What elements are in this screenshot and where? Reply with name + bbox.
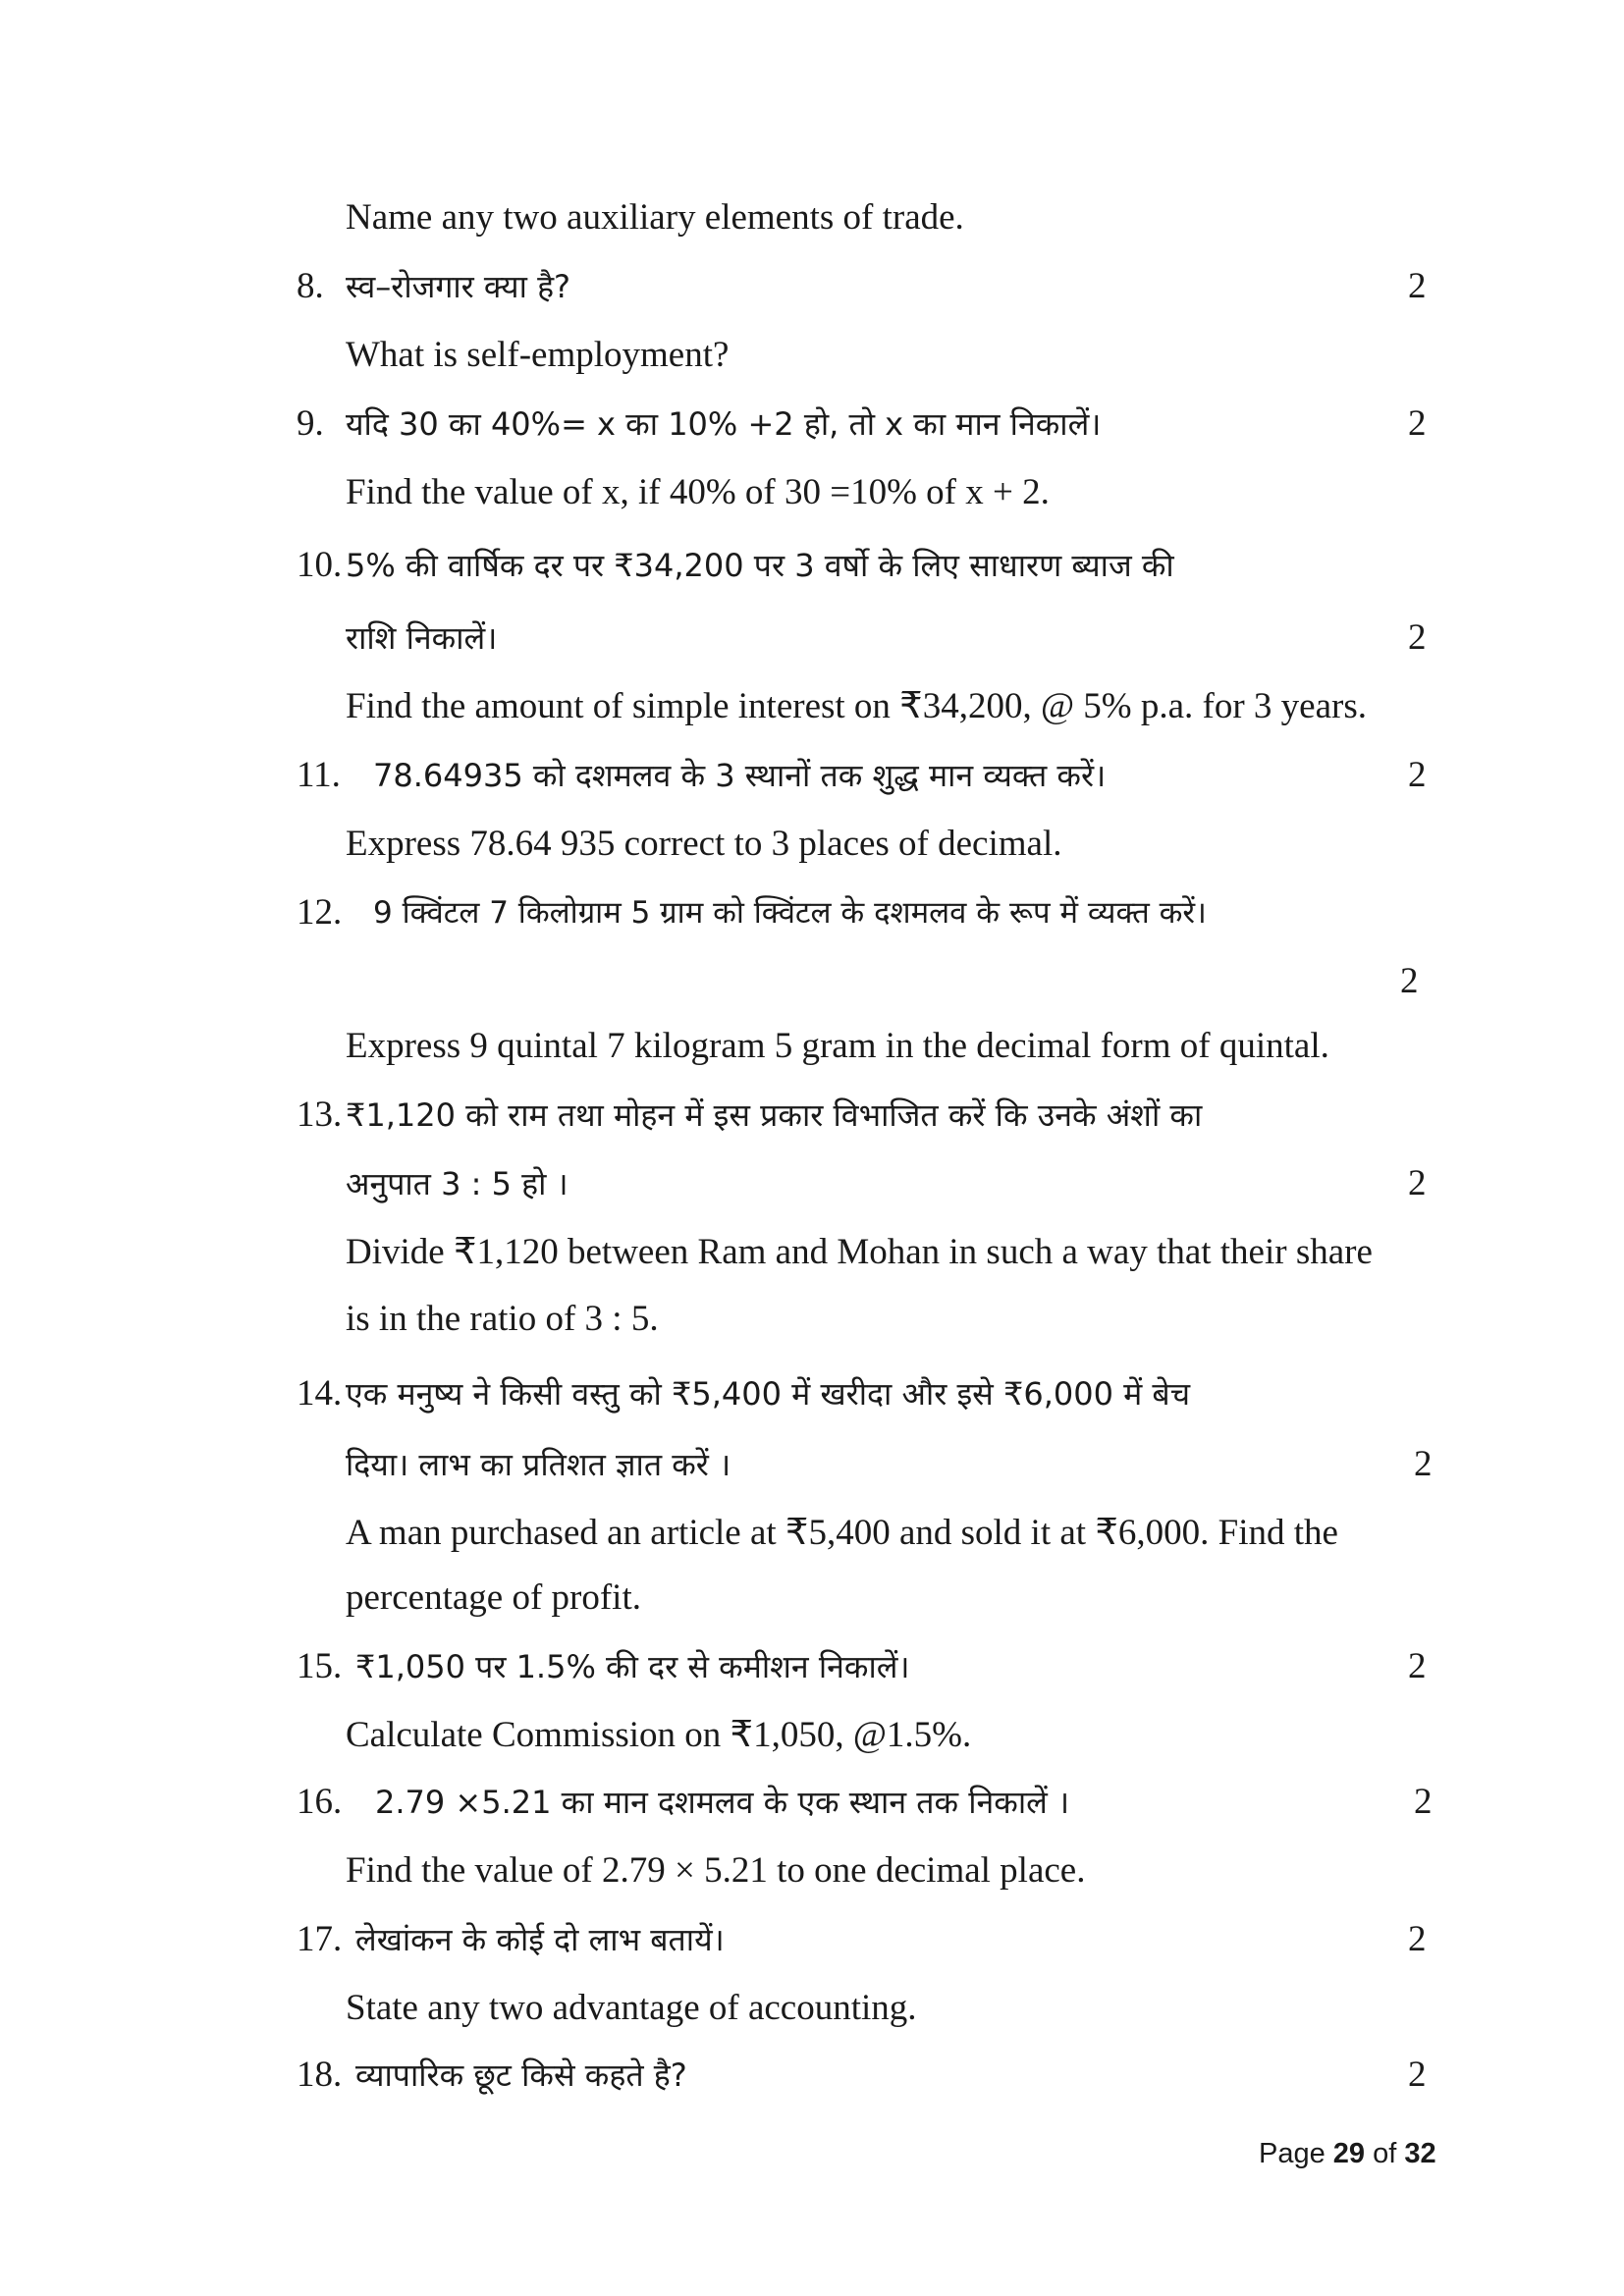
footer-prefix: Page xyxy=(1259,2138,1333,2169)
q10-number: 10. xyxy=(297,545,343,585)
q10-marks: 2 xyxy=(1408,617,1427,658)
q13-hindi-line1: ₹1,120 को राम तथा मोहन में इस प्रकार विभाजित करें कि उनके अंशों का xyxy=(346,1096,1203,1134)
q10-hindi-line2: राशि निकालें। xyxy=(346,619,498,657)
q11-number: 11. xyxy=(297,755,341,795)
q8-hindi: स्व–रोजगार क्या है? xyxy=(346,268,571,305)
q10-english: Find the amount of simple interest on ₹34,200, @ 5% p.a. for 3 years. xyxy=(346,686,1367,726)
q14-marks: 2 xyxy=(1414,1444,1433,1484)
q14-number: 14. xyxy=(297,1373,343,1414)
footer-current-page: 29 xyxy=(1332,2138,1366,2169)
q12-marks: 2 xyxy=(1400,961,1419,1001)
q11-hindi: 78.64935 को दशमलव के 3 स्थानों तक शुद्ध मान व्यक्त करें। xyxy=(373,757,1107,794)
q9-hindi: यदि 30 का 40%= x का 10% +2 हो, तो x का मान निकालें। xyxy=(346,405,1102,443)
q13-hindi-line2: अनुपात 3 : 5 हो । xyxy=(346,1165,568,1202)
q13-english-line1: Divide ₹1,120 between Ram and Mohan in such a way that their share xyxy=(346,1232,1373,1272)
page-footer xyxy=(1259,2136,1436,2171)
q18-number: 18. xyxy=(297,2055,343,2095)
q15-english: Calculate Commission on ₹1,050, @1.5%. xyxy=(346,1715,972,1755)
q18-marks: 2 xyxy=(1408,2055,1427,2095)
q16-english: Find the value of 2.79 × 5.21 to one decimal place. xyxy=(346,1850,1086,1891)
q9-english: Find the value of x, if 40% of 30 =10% of x + 2. xyxy=(346,472,1050,512)
q14-english-line1: A man purchased an article at ₹5,400 and sold it at ₹6,000. Find the xyxy=(346,1513,1338,1553)
q7-english: Name any two auxiliary elements of trade. xyxy=(346,197,964,238)
q11-english: Express 78.64 935 correct to 3 places of decimal. xyxy=(346,824,1062,864)
q12-hindi: 9 क्विंटल 7 किलोग्राम 5 ग्राम को क्विंटल के दशमलव के रूप में व्यक्त करें। xyxy=(373,895,1207,931)
q17-english: State any two advantage of accounting. xyxy=(346,1988,917,2028)
q17-hindi: लेखांकन के कोई दो लाभ बतायें। xyxy=(355,1921,725,1958)
q11-marks: 2 xyxy=(1408,755,1427,795)
q9-marks: 2 xyxy=(1408,403,1427,444)
q13-marks: 2 xyxy=(1408,1163,1427,1203)
q8-english: What is self-employment? xyxy=(346,335,730,375)
q18-hindi: व्यापारिक छूट किसे कहते है? xyxy=(355,2056,687,2094)
q17-number: 17. xyxy=(297,1919,343,1959)
q12-english: Express 9 quintal 7 kilogram 5 gram in the decimal form of quintal. xyxy=(346,1026,1329,1066)
q14-english-line2: percentage of profit. xyxy=(346,1577,641,1618)
footer-total-pages: 32 xyxy=(1404,2138,1436,2169)
q16-number: 16. xyxy=(297,1782,343,1822)
q8-number: 8. xyxy=(297,266,324,306)
q8-marks: 2 xyxy=(1408,266,1427,306)
q13-number: 13. xyxy=(297,1095,343,1135)
q15-number: 15. xyxy=(297,1646,343,1686)
q15-marks: 2 xyxy=(1408,1646,1427,1686)
q13-english-line2: is in the ratio of 3 : 5. xyxy=(346,1299,659,1339)
q10-hindi-line1: 5% की वार्षिक दर पर ₹34,200 पर 3 वर्षो के लिए साधारण ब्याज की xyxy=(346,547,1174,584)
q9-number: 9. xyxy=(297,403,324,444)
q14-hindi-line1: एक मनुष्य ने किसी वस्तु को ₹5,400 में खरीदा और इसे ₹6,000 में बेच xyxy=(346,1375,1191,1413)
q16-hindi: 2.79 ×5.21 का मान दशमलव के एक स्थान तक निकालें । xyxy=(375,1784,1070,1821)
q14-hindi-line2: दिया। लाभ का प्रतिशत ज्ञात करें । xyxy=(346,1446,731,1483)
q16-marks: 2 xyxy=(1414,1782,1433,1822)
footer-of: of xyxy=(1365,2138,1405,2169)
q15-hindi: ₹1,050 पर 1.5% की दर से कमीशन निकालें। xyxy=(355,1648,910,1685)
q17-marks: 2 xyxy=(1408,1919,1427,1959)
q12-number: 12. xyxy=(297,892,343,933)
